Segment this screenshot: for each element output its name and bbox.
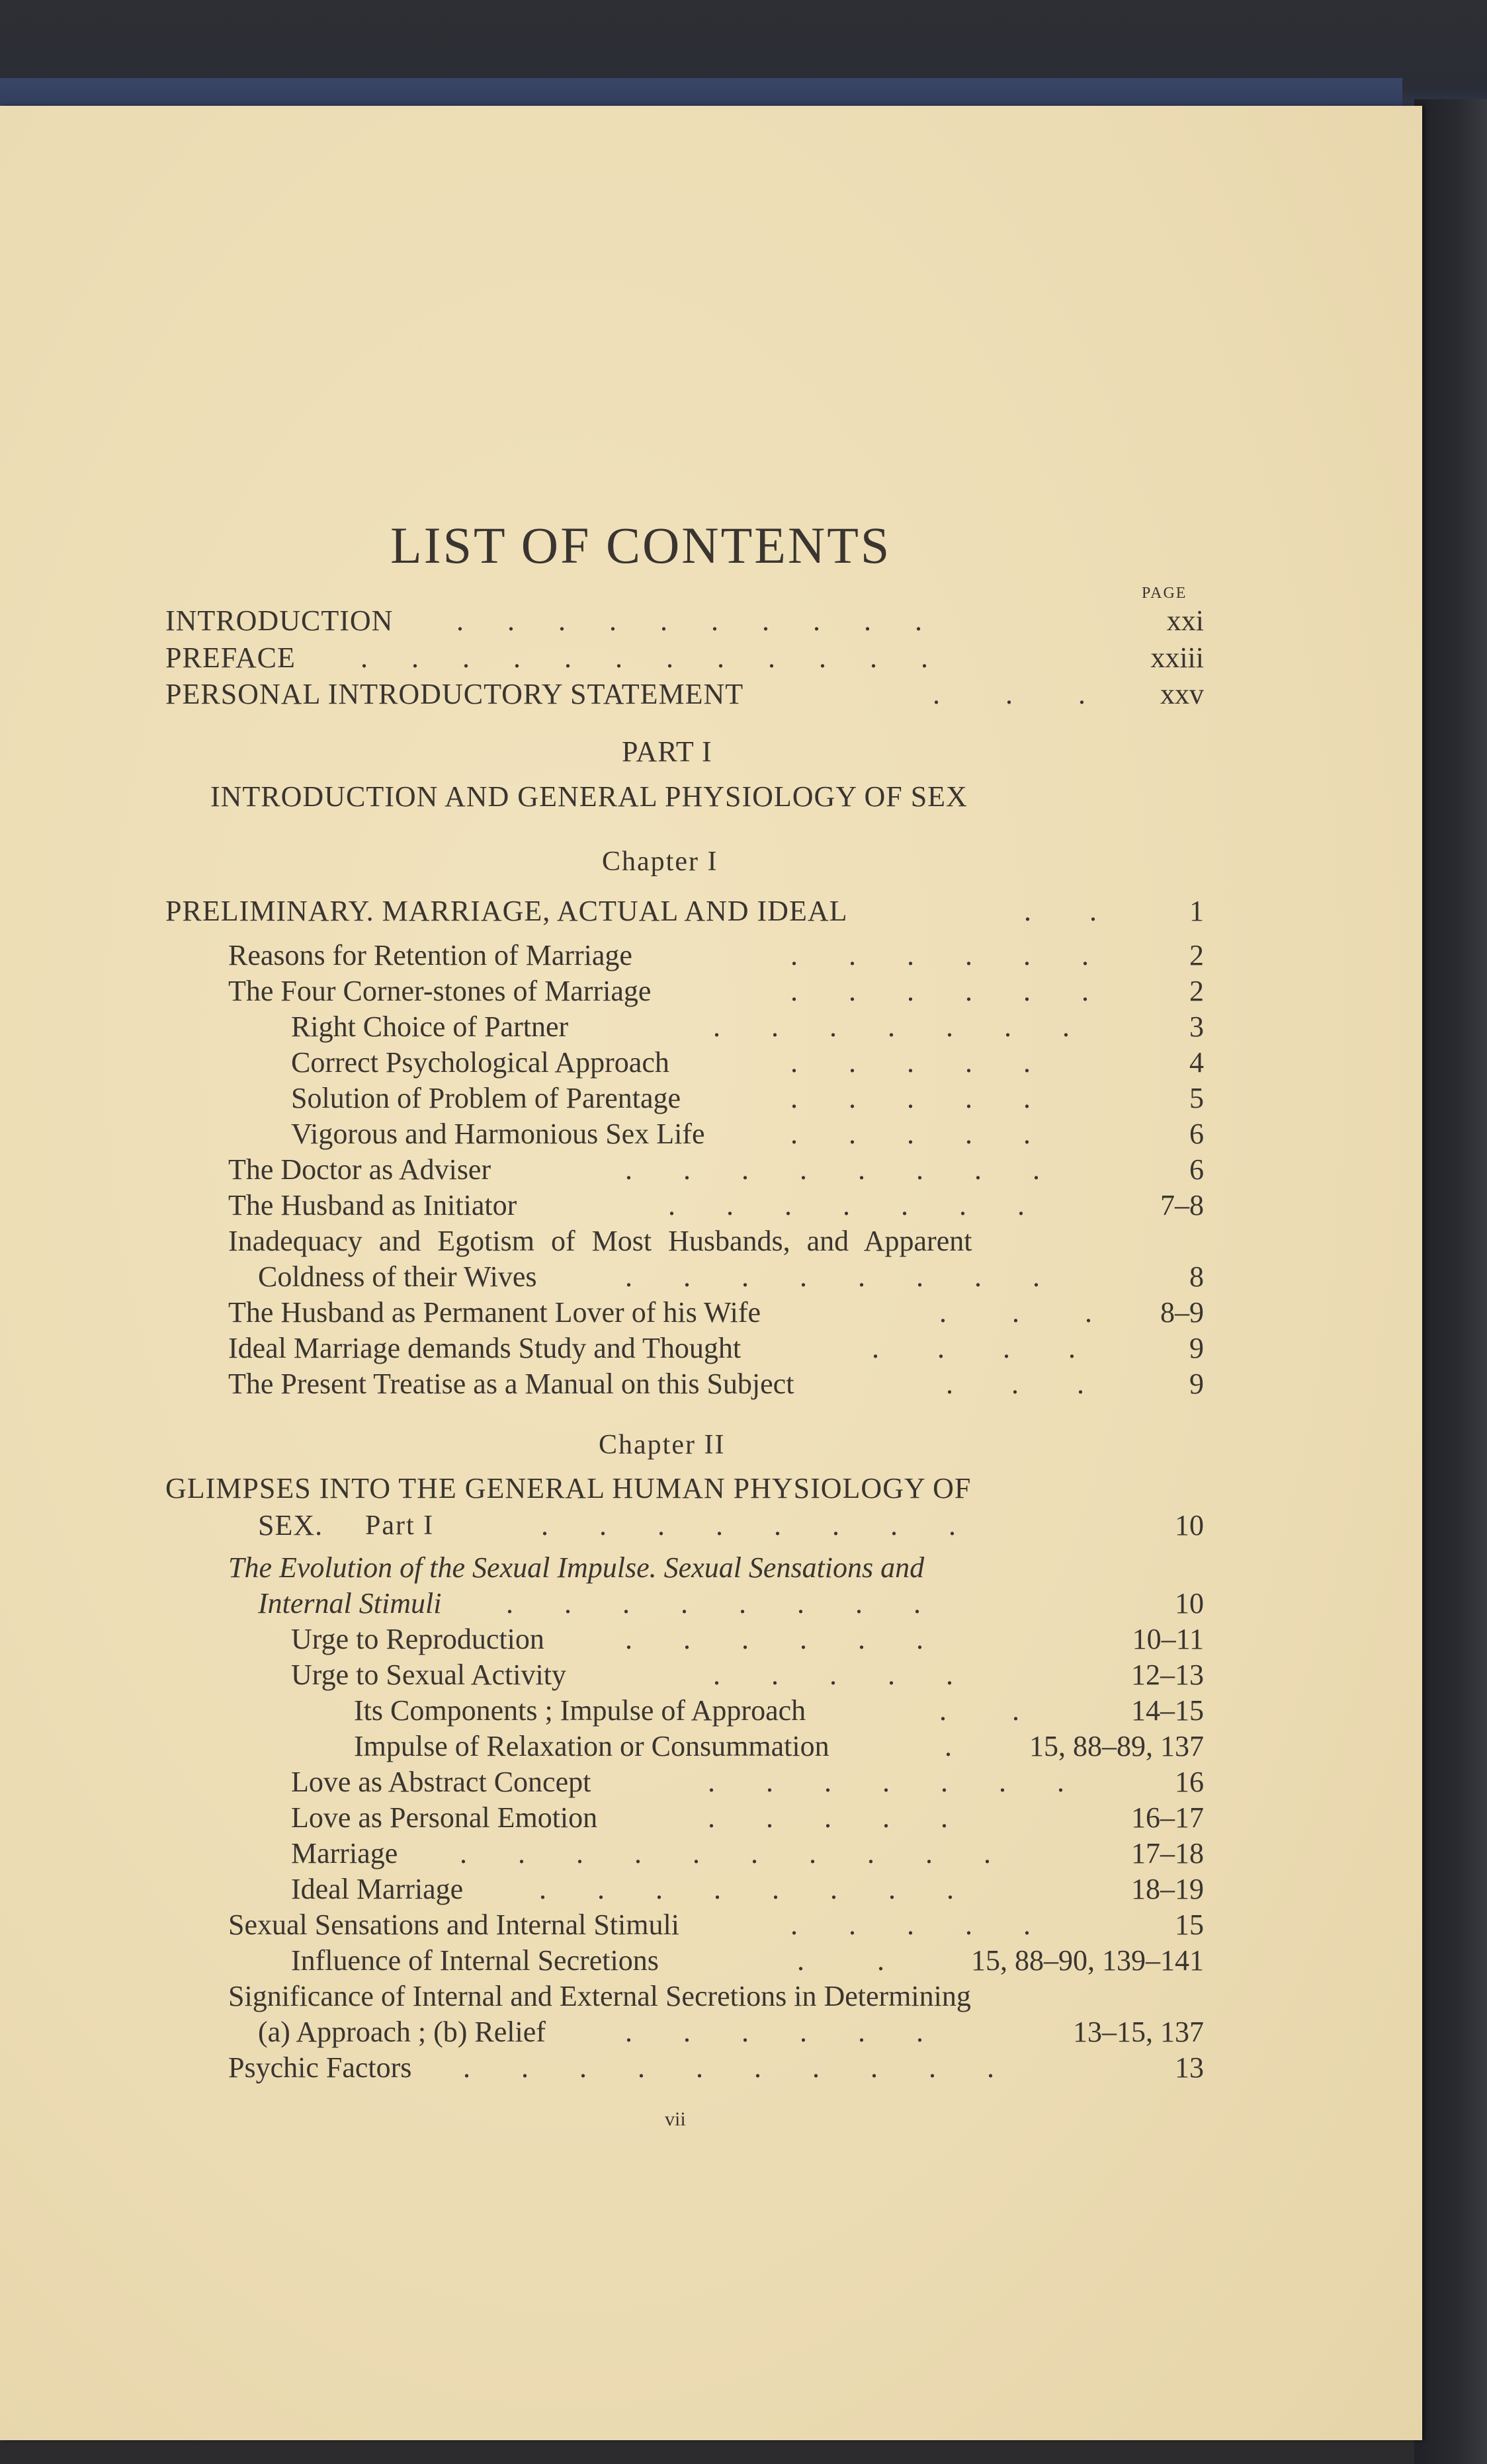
chapter-2-title-page: 10 [1175,1509,1204,1541]
chapter-2-title-line1: GLIMPSES INTO THE GENERAL HUMAN PHYSIOLOGY OF [165,1472,972,1504]
toc-page: 12–13 [1131,1659,1204,1691]
toc-entry: Its Components ; Impulse of Approach [354,1694,806,1727]
leader-dots: . . . . . . . . . . [463,2051,994,2084]
leader-dots: . . . . . . . . [506,1587,921,1620]
toc-entry: The Doctor as Adviser [228,1153,491,1186]
chapter-1-title-page: 1 [1189,895,1204,927]
toc-entry: Psychic Factors [228,2051,412,2084]
leader-dots: . . . . . [790,1118,1031,1150]
toc-page: 10–11 [1132,1623,1204,1655]
leader-dots: . . . . . [708,1801,948,1834]
toc-page: 15, 88–90, 139–141 [971,1944,1204,1977]
chapter-2-title-line2b: Part I [365,1510,435,1541]
toc-page: 14–15 [1131,1694,1204,1727]
toc-page: 7–8 [1160,1189,1204,1221]
toc-page: 15 [1175,1909,1204,1941]
toc-entry: Internal Stimuli [258,1587,442,1620]
toc-page-introduction: xxi [1166,604,1204,637]
leader-dots: . . [939,1694,1019,1727]
chapter-1-title: PRELIMINARY. MARRIAGE, ACTUAL AND IDEAL [165,895,848,927]
page-folio: vii [665,2108,686,2130]
part-title: INTRODUCTION AND GENERAL PHYSIOLOGY OF SEX [210,780,968,813]
toc-entry: Reasons for Retention of Marriage [228,939,632,971]
toc-page: 8 [1189,1260,1204,1293]
leader-dots: . . . . . . [625,1623,923,1655]
toc-entry-preface: PREFACE [165,641,296,674]
chapter-2-heading: Chapter II [599,1430,726,1460]
toc-entry: Urge to Reproduction [291,1623,544,1655]
leader-dots: . . . . . . [790,975,1089,1007]
toc-page: 2 [1189,975,1204,1007]
toc-entry: Marriage [291,1837,398,1869]
toc-entry: Inadequacy and Egotism of Most Husbands, and Apparent [228,1225,972,1257]
toc-entry: The Four Corner-stones of Marriage [228,975,652,1007]
leader-dots: . . . . . . . . [625,1260,1040,1293]
leader-dots: . . . [933,678,1085,710]
toc-entry: The Present Treatise as a Manual on this Subject [228,1368,794,1400]
chapter-1-heading: Chapter I [602,846,718,877]
leader-dots: . . . . . . . . [539,1873,954,1905]
leader-dots: . . . . . . . . [625,1153,1040,1186]
leader-dots: . . . . . . . . . . [460,1837,991,1869]
leader-dots: . [945,1730,952,1762]
toc-page-preface: xxiii [1150,641,1204,674]
leader-dots: . . . . . . . . . . [456,604,922,637]
toc-page: 3 [1189,1010,1204,1043]
toc-entry: Ideal Marriage [291,1873,464,1905]
toc-entry: Love as Personal Emotion [291,1801,598,1834]
toc-entry-personal-statement: PERSONAL INTRODUCTORY STATEMENT [165,678,744,710]
toc-page: 5 [1189,1082,1204,1114]
toc-entry: Impulse of Relaxation or Consummation [354,1730,829,1762]
toc-entry: The Evolution of the Sexual Impulse. Sexual Sensations and [228,1551,925,1584]
toc-entry: Solution of Problem of Parentage [291,1082,681,1114]
toc-page: 15, 88–89, 137 [1029,1730,1204,1762]
toc-page-personal-statement: xxv [1160,678,1204,710]
toc-page: 8–9 [1160,1296,1204,1329]
leader-dots: . . . . [872,1332,1076,1364]
leader-dots: . . . . . . . . . . . . [361,641,928,674]
toc-page: 4 [1189,1046,1204,1079]
toc-entry: Love as Abstract Concept [291,1766,591,1798]
leader-dots: . . . . . [790,1046,1031,1079]
leader-dots: . . [797,1944,884,1977]
toc-entry: Influence of Internal Secretions [291,1944,659,1977]
toc-entry: Urge to Sexual Activity [291,1659,566,1691]
toc-page: 17–18 [1131,1837,1204,1869]
leader-dots: . . . . . . [790,939,1089,971]
toc-page: 6 [1189,1153,1204,1186]
leader-dots: . . . [946,1368,1084,1400]
toc-page: 13–15, 137 [1073,2016,1204,2048]
page-column-header: PAGE [1142,585,1187,602]
leader-dots: . . . . . [713,1659,953,1691]
leader-dots: . . [1024,895,1097,927]
toc-page: 9 [1189,1332,1204,1364]
toc-page: 10 [1175,1587,1204,1620]
toc-page: 16–17 [1131,1801,1204,1834]
toc-entry: Right Choice of Partner [291,1010,569,1043]
leader-dots: . . . [939,1296,1092,1329]
toc-page: 6 [1189,1118,1204,1150]
leader-dots: . . . . . [790,1909,1031,1941]
toc-page: 18–19 [1131,1873,1204,1905]
toc-entry: Coldness of their Wives [258,1260,537,1293]
toc-page: 13 [1175,2051,1204,2084]
chapter-2-title-line2a: SEX. [258,1509,323,1541]
toc-page: 9 [1189,1368,1204,1400]
leader-dots: . . . . . . . [708,1766,1064,1798]
toc-page: 16 [1175,1766,1204,1798]
toc-entry: Significance of Internal and External Secretions in Determining [228,1980,971,2012]
toc-entry: Correct Psychological Approach [291,1046,669,1079]
toc-entry: Ideal Marriage demands Study and Thought [228,1332,742,1364]
leader-dots: . . . . . . . [713,1010,1070,1043]
part-heading: PART I [622,735,712,768]
page-title: LIST OF CONTENTS [390,516,892,574]
toc-entry: (a) Approach ; (b) Relief [258,2016,546,2048]
toc-page: 2 [1189,939,1204,971]
toc-entry: Sexual Sensations and Internal Stimuli [228,1909,679,1941]
leader-dots: . . . . . . . [668,1189,1025,1221]
leader-dots: . . . . . . . . [541,1509,956,1541]
toc-entry-introduction: INTRODUCTION [165,604,394,637]
leader-dots: . . . . . [790,1082,1031,1114]
toc-entry: Vigorous and Harmonious Sex Life [291,1118,705,1150]
toc-entry: The Husband as Initiator [228,1189,517,1221]
leader-dots: . . . . . . [625,2016,923,2048]
toc-entry: The Husband as Permanent Lover of his Wife [228,1296,761,1329]
